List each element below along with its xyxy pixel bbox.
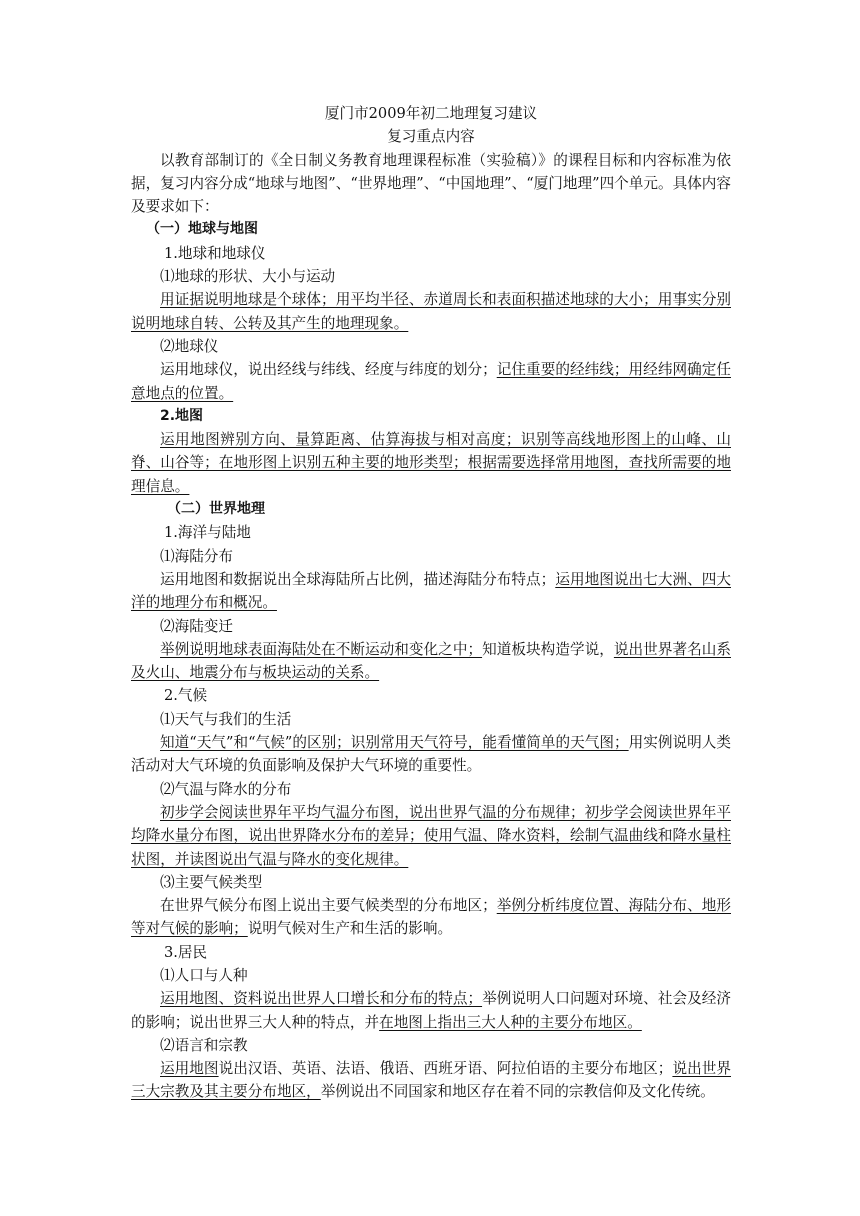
underlined-text: 运用地图 bbox=[160, 1060, 219, 1078]
unit2-section1-1-text bbox=[131, 568, 731, 615]
unit2-section3-2-text bbox=[131, 1057, 731, 1104]
unit2-section3: 3.居民 bbox=[164, 943, 208, 961]
unit2-section2-3: ⑶主要气候类型 bbox=[160, 873, 263, 891]
underlined-text: 用证据说明地球是个球体；用平均半径、赤道周长和表面积描述地球的大小；用事实分别说明地球自转、公转及其产生的地理现象。 bbox=[131, 291, 731, 332]
plain-text: 用实例说明人类活动对大气环境的负面影响及保护大气环境的重要性。 bbox=[131, 734, 731, 775]
underlined-text: 说出世界三大宗教及其主要分布地区， bbox=[131, 1060, 731, 1101]
unit2-section1-2-text bbox=[131, 638, 731, 685]
unit2-section2-3-text bbox=[131, 894, 731, 941]
underlined-text: 在地图上指出三大人种的主要分布地区。 bbox=[379, 1013, 642, 1031]
unit2-section2-1: ⑴天气与我们的生活 bbox=[160, 710, 292, 728]
plain-text: 举例说出不同国家和地区存在着不同的宗教信仰及文化传统。 bbox=[320, 1083, 715, 1101]
unit1-heading: （一）地球与地图 bbox=[146, 221, 258, 238]
underlined-text: 运用地图辨别方向、量算距离、估算海拔与相对高度；识别等高线地形图上的山峰、山脊、山谷等；在地形图上识别五种主要的地形类型；根据需要选择常用地图，查找所需要的地理信息。 bbox=[131, 431, 731, 495]
unit2-section1-2: ⑵海陆变迁 bbox=[160, 617, 233, 635]
unit2-section3-2: ⑵语言和宗教 bbox=[160, 1036, 248, 1054]
unit2-section2-2: ⑵气温与降水的分布 bbox=[160, 780, 292, 798]
unit1-section1-2: ⑵地球仪 bbox=[160, 337, 219, 355]
plain-text: 运用地图和数据说出全球海陆所占比例，描述海陆分布特点； bbox=[160, 570, 556, 588]
unit1-section2: 2.地图 bbox=[160, 407, 204, 424]
unit2-section1: 1.海洋与陆地 bbox=[164, 524, 251, 542]
underlined-text: 运用地图说出七大洲、四大洋的地理分布和概况。 bbox=[131, 570, 731, 612]
unit2-section1-1: ⑴海陆分布 bbox=[160, 547, 233, 565]
underlined-text: 初步学会阅读世界年平均气温分布图，说出世界气温的分布规律；初步学会阅读世界年平均降水量分布图，说出世界降水分布的差异；使用气温、降水资料，绘制气温曲线和降水量柱状图，并读图说出气温与降水的变化规律。 bbox=[131, 803, 731, 868]
plain-text: 运用地球仪，说出经线与纬线、经度与纬度的划分； bbox=[160, 361, 497, 379]
unit1-section2-text bbox=[131, 428, 731, 498]
underlined-text: 运用地图、资料说出世界人口增长和分布的特点； bbox=[160, 990, 483, 1008]
plain-text: 说明气候对生产和生活的影响。 bbox=[247, 920, 453, 938]
underlined-text: 说出世界著名山系及火山、地震分布与板块运动的关系。 bbox=[131, 640, 731, 682]
unit2-section2: 2.气候 bbox=[164, 687, 208, 705]
unit2-heading: （二）世界地理 bbox=[167, 501, 265, 518]
unit1-section1-2-text bbox=[131, 358, 731, 405]
plain-text: 举例说明人口问题对环境、社会及经济的影响；说出世界三大人种的特点，并 bbox=[131, 990, 731, 1031]
unit1-section1-1-text bbox=[131, 288, 731, 335]
document-page bbox=[131, 102, 731, 1104]
intro-paragraph: 以教育部制订的《全日制义务教育地理课程标准（实验稿）》的课程目标和内容标准为依据，复习内容分成“地球与地图”、“世界地理”、“中国地理”、“厦门地理”四个单元。具体内容及要求如下： bbox=[131, 151, 731, 216]
underlined-text: 知道“天气”和“气候”的区别；识别常用天气符号，能看懂简单的天气图； bbox=[160, 734, 629, 752]
unit2-section2-1-text bbox=[131, 731, 731, 778]
unit2-section3-1-text bbox=[131, 987, 731, 1034]
unit2-section3-1: ⑴人口与人种 bbox=[160, 966, 248, 984]
plain-text: 说出汉语、英语、法语、俄语、西班牙语、阿拉伯语的主要分布地区； bbox=[218, 1060, 673, 1078]
document-title: 厦门市2009年初二地理复习建议 bbox=[324, 105, 538, 122]
underlined-text: 记住重要的经纬线；用经纬网确定任意地点的位置。 bbox=[131, 361, 731, 402]
unit1-section1: 1.地球和地球仪 bbox=[164, 244, 266, 262]
unit1-section1-1: ⑴地球的形状、大小与运动 bbox=[160, 268, 336, 286]
plain-text: 知道板块构造学说， bbox=[482, 640, 614, 658]
unit2-section2-2-text bbox=[131, 801, 731, 871]
plain-text: 在世界气候分布图上说出主要气候类型的分布地区； bbox=[160, 897, 497, 915]
underlined-text: 举例说明地球表面海陆处在不断运动和变化之中； bbox=[160, 640, 483, 658]
underlined-text: 举例分析纬度位置、海陆分布、地形等对气候的影响； bbox=[131, 897, 731, 938]
document-subtitle: 复习重点内容 bbox=[387, 128, 475, 146]
